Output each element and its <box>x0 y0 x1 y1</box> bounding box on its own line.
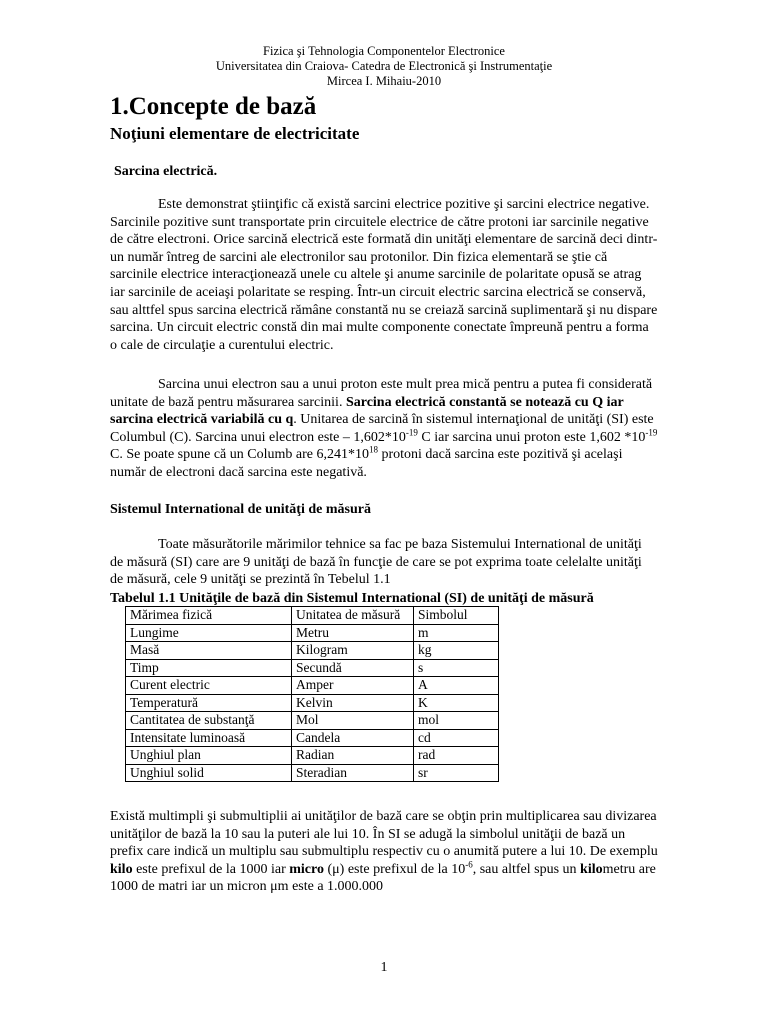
table-row <box>126 729 499 747</box>
table-cell: Kelvin <box>292 694 414 712</box>
table-caption: Tabelul 1.1 Unităţile de bază din Sistemul International (SI) de unităţi de măsură <box>110 591 594 606</box>
text-run: Sarcina unui electron sau a unui proton este mult prea mică pentru a putea fi considerată unitate de bază pentru măsurarea sarcinii. <box>110 377 653 410</box>
table-row <box>126 694 499 712</box>
table-cell: Unghiul plan <box>126 747 292 765</box>
header-line-3: Mircea I. Mihaiu-2010 <box>326 74 442 88</box>
table-header-cell: Unitatea de măsură <box>292 607 414 625</box>
text-run: protoni dacă sarcina este pozitivă şi acelaşi număr de electroni dacă sarcina este negativă. <box>110 447 623 480</box>
table-row <box>126 677 499 695</box>
page-number: 1 <box>380 960 388 975</box>
table-cell: Amper <box>292 677 414 695</box>
paragraph-multiples <box>110 808 658 896</box>
table-row <box>126 642 499 660</box>
table-cell: s <box>414 659 499 677</box>
table-cell: m <box>414 624 499 642</box>
table-cell: Mol <box>292 712 414 730</box>
table-cell: Secundă <box>292 659 414 677</box>
table-cell: Temperatură <box>126 694 292 712</box>
paragraph-charge-intro <box>110 196 658 354</box>
table-cell: Timp <box>126 659 292 677</box>
table-row <box>126 747 499 765</box>
table-cell: Radian <box>292 747 414 765</box>
table-header-row <box>126 607 499 625</box>
header-line-2: Universitatea din Craiova- Catedra de Electronică şi Instrumentaţie <box>215 59 553 73</box>
table-row <box>126 659 499 677</box>
table-cell: kg <box>414 642 499 660</box>
bold-text-run: kilo <box>110 861 133 877</box>
bold-text-run: Sarcina electrică constantă se notează cu Q iar sarcina electrică variabilă cu q <box>110 394 624 428</box>
table-cell: Metru <box>292 624 414 642</box>
text-run: , sau altfel spus un <box>472 861 581 877</box>
bold-text-run: micro <box>289 861 324 877</box>
table-cell: A <box>414 677 499 695</box>
paragraph-si-intro <box>110 536 658 589</box>
text-run: este prefixul de la 1000 iar <box>132 861 290 877</box>
bold-text-run: kilo <box>580 861 603 877</box>
table-cell: Unghiul solid <box>126 764 292 782</box>
text-run: . Unitarea de sarcină în sistemul internaţional de unităţi (SI) este Columbul (C). Sarcina unui electron este – 1,602*10 <box>110 412 654 445</box>
table-header-cell: Mărimea fizică <box>126 607 292 625</box>
paragraph-charge-units <box>110 376 658 482</box>
page-header <box>0 44 768 89</box>
text-run: C iar sarcina unui proton este 1,602 *10 <box>417 429 646 445</box>
table-cell: mol <box>414 712 499 730</box>
paragraph-text: Toate măsurătorile mărimilor tehnice sa fac pe baza Sistemului International de unităţi de măsură (SI) care are 9 unităţi de bază în funcţie de care se pot exprima toate celelalte unităţi de măsură, cele 9 unităţi se prezintă în Tebelul 1.1 <box>110 537 642 588</box>
exponent: -19 <box>645 427 658 438</box>
si-units-table <box>125 606 499 782</box>
header-line-1: Fizica şi Tehnologia Componentelor Electronice <box>263 44 505 58</box>
exponent: -19 <box>405 427 418 438</box>
chapter-subtitle: Noţiuni elementare de electricitate <box>110 124 360 143</box>
table-cell: Curent electric <box>126 677 292 695</box>
table-cell: Steradian <box>292 764 414 782</box>
text-run: C. Se poate spune că un Columb are 6,241*10 <box>110 447 369 463</box>
table-header-cell: Simbolul <box>414 607 499 625</box>
table-row <box>126 712 499 730</box>
table-row <box>126 624 499 642</box>
text-run: metru are 1000 de matri iar un micron μm este a 1.000.000 <box>110 861 656 895</box>
table-cell: rad <box>414 747 499 765</box>
table-cell: K <box>414 694 499 712</box>
section-heading-charge: Sarcina electrică. <box>114 164 218 179</box>
table-cell: sr <box>414 764 499 782</box>
table-cell: Masă <box>126 642 292 660</box>
table-cell: Kilogram <box>292 642 414 660</box>
text-run: Există multimpli şi submultiplii ai unităţilor de bază care se obţin prin multiplicarea sau divizarea unităţilor de bază la 10 sau la puteri ale lui 10. În SI se adugă la simbolul unităţii de bază un prefix care indică un multiplu sau submultiplu respectiv cu o anumită putere a lui 10. De exemplu <box>110 809 658 860</box>
paragraph-text: Este demonstrat ştiinţific că există sarcini electrice pozitive şi sarcini electrice negative. Sarcinile pozitive sunt transportate prin circuitele electrice de către protoni iar sarcinile negative de către electroni. Orice sarcină electrică este formată din unităţi elementare de sarcină deci dintr-un număr întreg de sarcini ale electronilor sau protonilor. Din fizica elementară se ştie că sarcinile electrice interacţionează unele cu altele şi anume sarcinile de polaritate opusă se atrag iar sarcinile de aceiaşi polaritate se resping. Într-un circuit electric sarcina electrică se conservă, sau alttfel spus sarcina electrică rămâne constantă nu se creiază sarcină suplimentară şi nu dispare sarcina. Un circuit electric constă din mai multe componente conectate împreună pentru a forma o cale de circulaţie a curentului electric. <box>110 197 658 353</box>
exponent: 18 <box>368 444 378 455</box>
table-cell: Candela <box>292 729 414 747</box>
text-run: (μ) este prefixul de la 10 <box>323 861 466 877</box>
exponent: -6 <box>465 859 473 870</box>
table-cell: Cantitatea de substanţă <box>126 712 292 730</box>
chapter-title: 1.Concepte de bază <box>110 93 317 120</box>
section-heading-si: Sistemul International de unităţi de măsură <box>110 502 371 517</box>
table-cell: Lungime <box>126 624 292 642</box>
table-cell: Intensitate luminoasă <box>126 729 292 747</box>
table-row <box>126 764 499 782</box>
table-cell: cd <box>414 729 499 747</box>
